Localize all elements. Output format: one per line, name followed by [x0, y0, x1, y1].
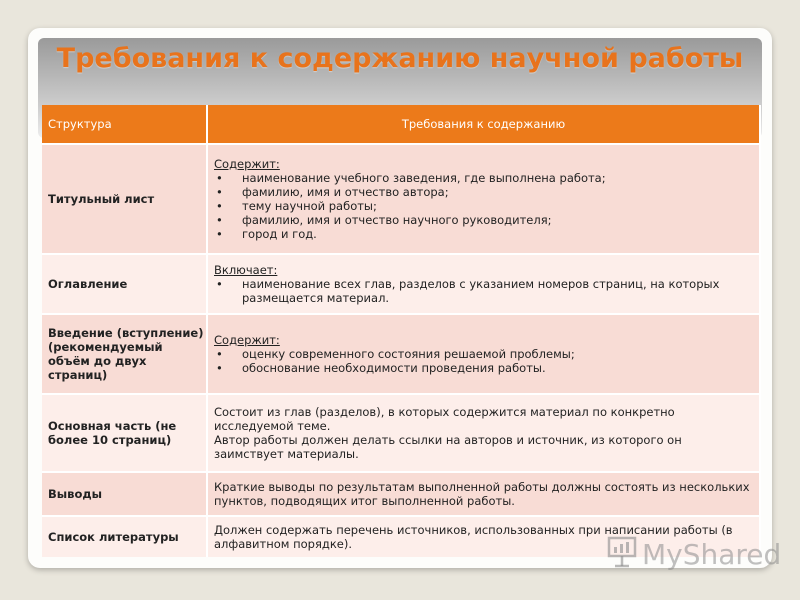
table-row — [42, 393, 761, 471]
row-title: Основная часть (не более 10 страниц) — [42, 393, 208, 471]
requirements-table — [42, 105, 761, 557]
bullet-list — [214, 347, 753, 375]
row-text: Автор работы должен делать ссылки на авторов и источник, из которого он заимствует материалы. — [214, 433, 682, 461]
bullet-list — [214, 277, 753, 305]
row-title: Титульный лист — [42, 143, 208, 253]
row-content — [208, 313, 761, 393]
bullet-list — [214, 171, 753, 241]
row-text: Состоит из глав (разделов), в которых содержится материал по конкретно исследуемой теме. — [214, 405, 675, 433]
list-item: • оценку современного состояния решаемой проблемы; — [214, 347, 753, 361]
row-title: Введение (вступление) (рекомендуемый объём до двух страниц) — [42, 313, 208, 393]
row-lead: Содержит: — [214, 333, 280, 347]
row-title: Выводы — [42, 471, 208, 515]
row-content — [208, 393, 761, 471]
row-title: Оглавление — [42, 253, 208, 313]
table-row — [42, 253, 761, 313]
list-item: • наименование всех глав, разделов с указанием номеров страниц, на которых размещается материал. — [214, 277, 753, 305]
header-structure: Структура — [42, 105, 208, 143]
row-content — [208, 253, 761, 313]
row-lead: Включает: — [214, 263, 278, 277]
table-row — [42, 143, 761, 253]
row-lead: Содержит: — [214, 157, 280, 171]
slide-title: Требования к содержанию научной работы — [56, 43, 744, 74]
list-item: • город и год. — [214, 227, 753, 241]
table-header-row — [42, 105, 761, 143]
table-row — [42, 471, 761, 515]
row-content — [208, 143, 761, 253]
watermark: MyShared — [642, 538, 782, 571]
table-row — [42, 313, 761, 393]
row-content — [208, 471, 761, 515]
row-text: Должен содержать перечень источников, использованных при написании работы (в алфавитном порядке). — [214, 523, 733, 551]
list-item: • фамилию, имя и отчество автора; — [214, 185, 753, 199]
header-requirements: Требования к содержанию — [208, 105, 761, 143]
row-title: Список литературы — [42, 515, 208, 557]
presentation-board-icon — [607, 536, 637, 568]
list-item: • обоснование необходимости проведения работы. — [214, 361, 753, 375]
slide — [28, 28, 772, 568]
row-text: Краткие выводы по результатам выполненной работы должны состоять из нескольких пунктов, подводящих итог выполненной работы. — [214, 480, 750, 508]
list-item: • фамилию, имя и отчество научного руководителя; — [214, 213, 753, 227]
list-item: • тему научной работы; — [214, 199, 753, 213]
list-item: • наименование учебного заведения, где выполнена работа; — [214, 171, 753, 185]
